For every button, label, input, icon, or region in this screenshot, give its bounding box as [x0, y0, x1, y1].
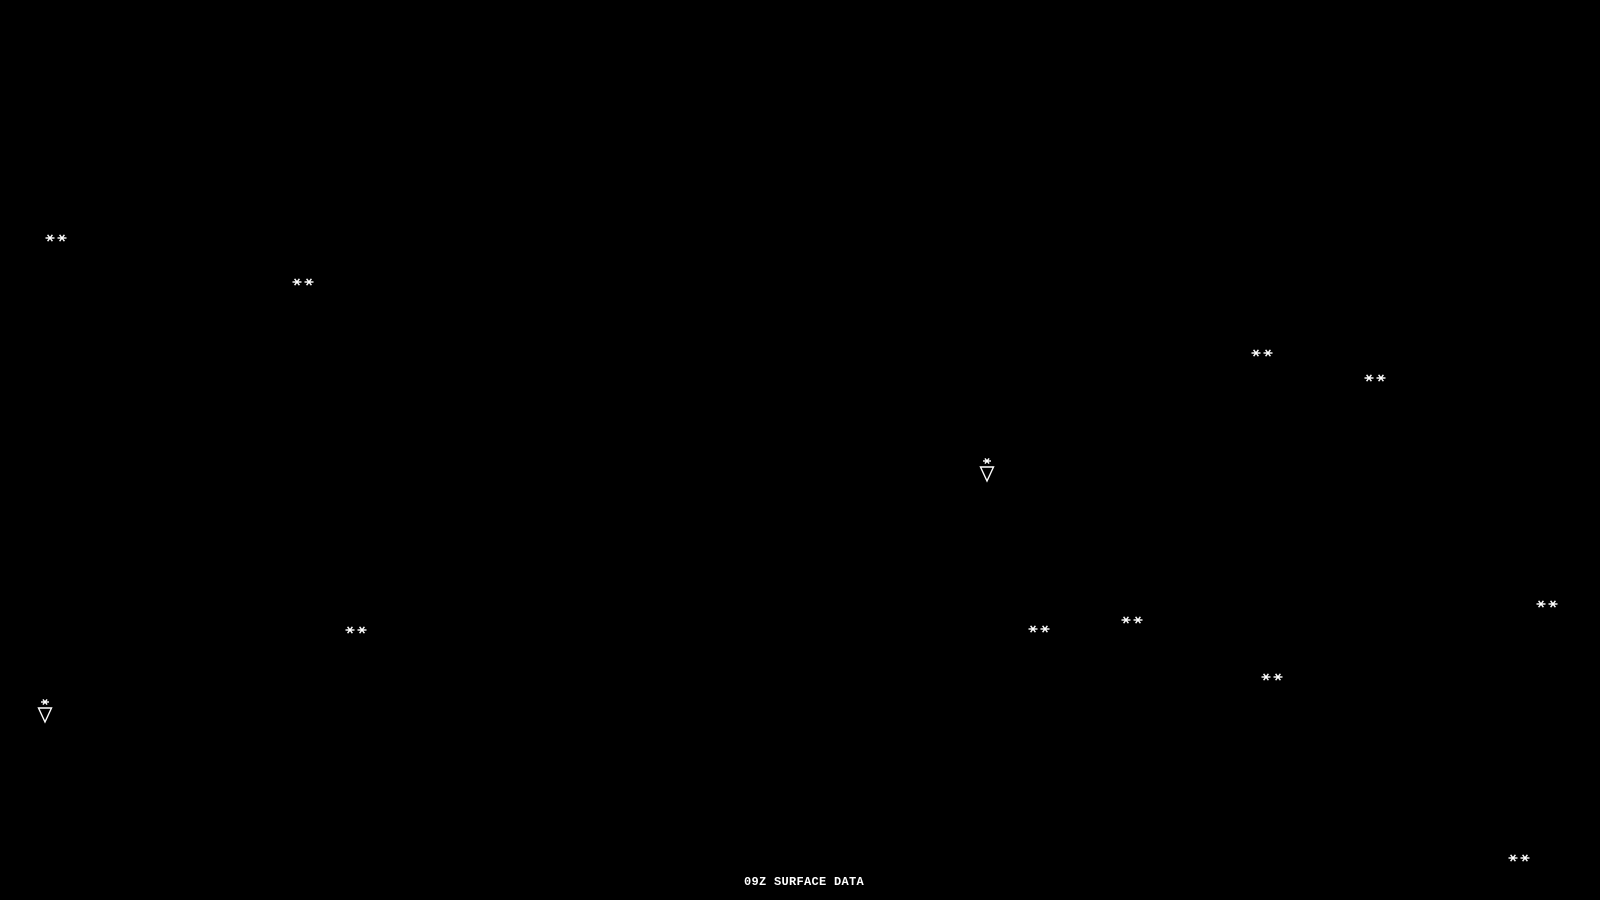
snow-icon — [45, 233, 67, 243]
snow-icon — [1508, 853, 1530, 863]
snow-icon — [1028, 624, 1050, 634]
snow-icon — [1251, 348, 1273, 358]
snow-icon — [1261, 672, 1283, 682]
snow-icon — [1121, 615, 1143, 625]
plot-title: 09Z SURFACE DATA — [743, 875, 865, 889]
snow-icon — [1536, 599, 1558, 609]
snow-shower-icon — [979, 457, 995, 483]
snow-icon — [1364, 373, 1386, 383]
snow-shower-icon — [37, 698, 53, 724]
snow-icon — [345, 625, 367, 635]
snow-icon — [292, 277, 314, 287]
